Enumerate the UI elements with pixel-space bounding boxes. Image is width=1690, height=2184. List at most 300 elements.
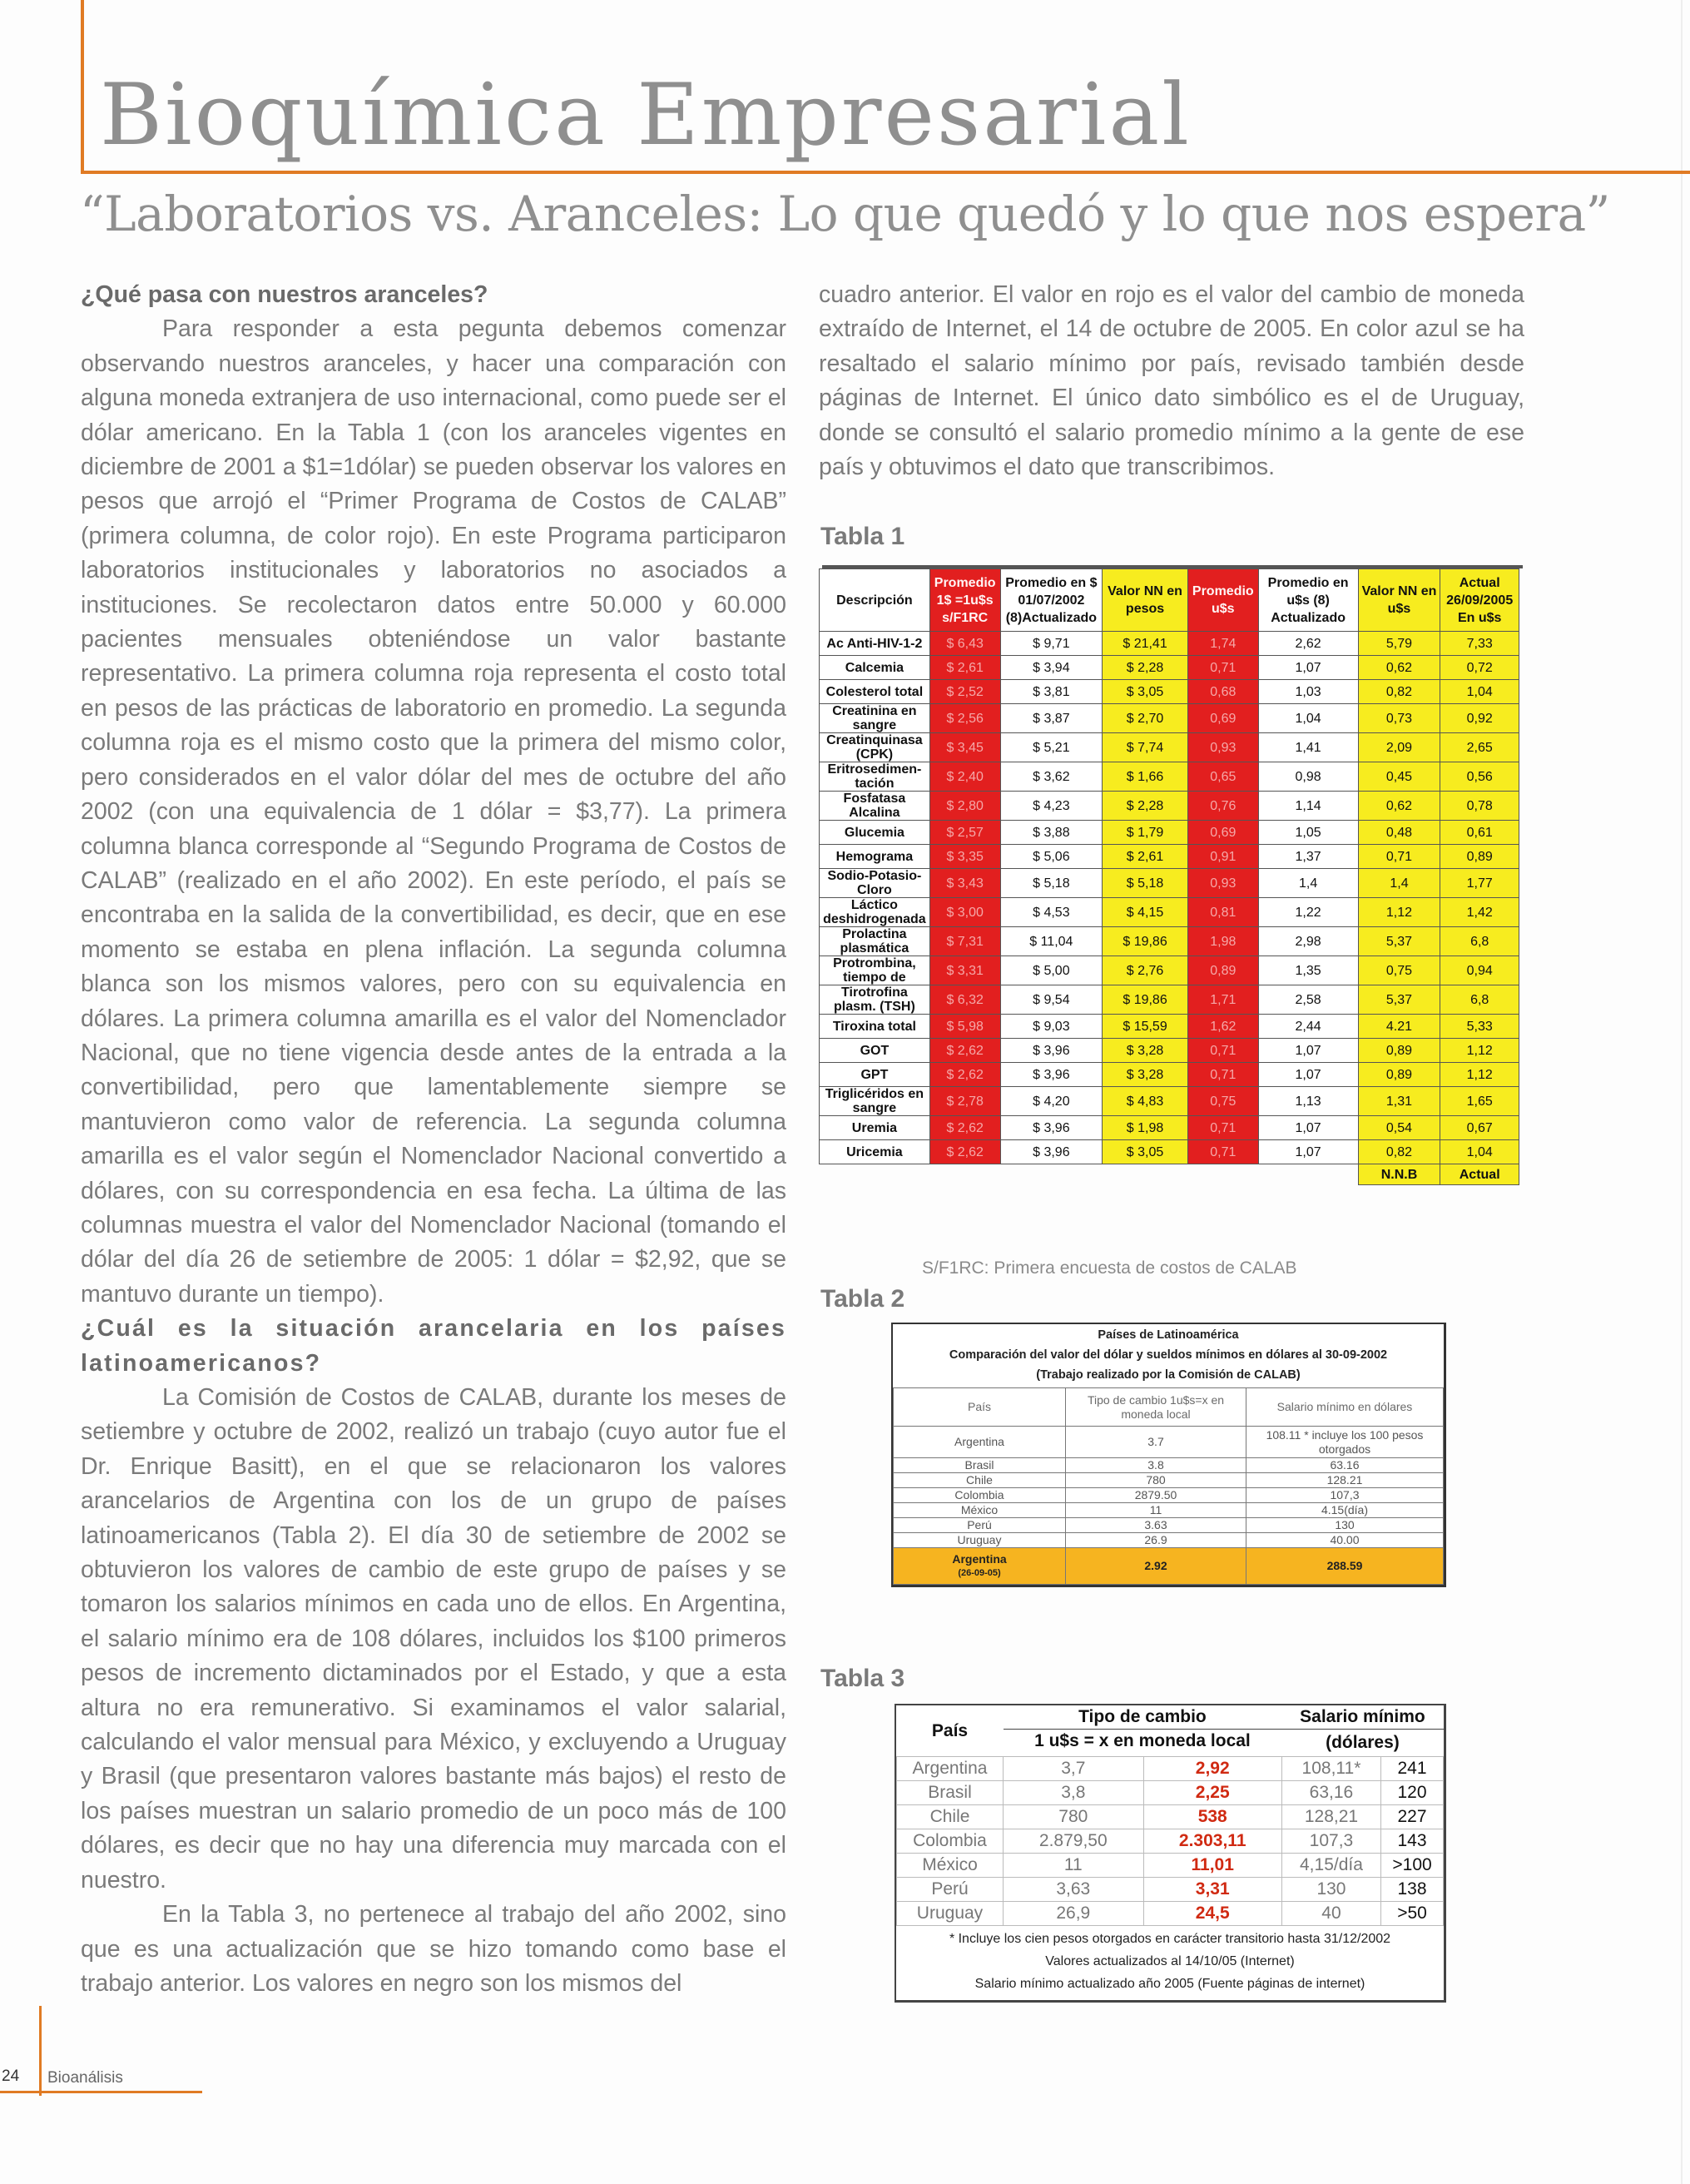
table-cell: 1,77 (1440, 869, 1519, 898)
table-cell: $ 2,78 (929, 1087, 1000, 1116)
table-cell: México (897, 1854, 1004, 1878)
table-cell: Sodio-Potasio-Cloro (820, 869, 930, 898)
table-cell: 1,12 (1358, 898, 1440, 927)
table-cell: >50 (1381, 1902, 1444, 1926)
table-row (820, 1063, 1519, 1087)
table-cell: Colesterol total (820, 680, 930, 704)
table-cell: 1,14 (1258, 792, 1358, 821)
table-cell: 0,54 (1358, 1116, 1440, 1140)
page-number: 24 (2, 2067, 20, 2085)
table-row (820, 733, 1519, 762)
table-cell: Argentina (897, 1757, 1004, 1781)
table-cell: 227 (1381, 1805, 1444, 1829)
table-cell: Perú (894, 1518, 1066, 1533)
table-cell: $ 3,81 (1000, 680, 1103, 704)
table-cell: 0,78 (1440, 792, 1519, 821)
table-cell: $ 19,86 (1103, 927, 1188, 956)
table-row (894, 1488, 1444, 1503)
table-cell: $ 3,62 (1000, 762, 1103, 792)
table-cell: 2.879,50 (1004, 1829, 1144, 1854)
table-cell: 0,82 (1358, 1140, 1440, 1164)
table-cell: 24,5 (1143, 1902, 1281, 1926)
table-cell: 2,98 (1258, 927, 1358, 956)
table-cell: 7,33 (1440, 632, 1519, 656)
table-cell: $ 3,94 (1000, 656, 1103, 680)
table-cell: 1,12 (1440, 1039, 1519, 1063)
table-cell: 0,71 (1187, 1140, 1258, 1164)
table-2-subtitle: Comparación del valor del dólar y sueldos mínimos en dólares al 30-09-2002 (949, 1348, 1388, 1362)
table-cell: $ 2,56 (929, 704, 1000, 733)
table-cell: 1,07 (1258, 1039, 1358, 1063)
table-row (897, 1829, 1444, 1854)
table-row (820, 632, 1519, 656)
highlight-rate: 2.92 (1066, 1548, 1246, 1585)
table-cell: 0,71 (1358, 845, 1440, 869)
footer-cell-actual: Actual (1440, 1164, 1519, 1185)
section-title: Bioquímica Empresarial (100, 66, 1192, 165)
table-cell: 2,25 (1143, 1781, 1281, 1805)
header-cell: Actual 26/09/2005 En u$s (1440, 569, 1519, 632)
table-cell: 0,89 (1440, 845, 1519, 869)
table-cell: $ 5,00 (1000, 956, 1103, 985)
table-cell: $ 4,53 (1000, 898, 1103, 927)
table-cell: 130 (1246, 1518, 1444, 1533)
table-cell: 11 (1004, 1854, 1144, 1878)
table-cell: 1,62 (1187, 1015, 1258, 1039)
table-cell: 0,89 (1187, 956, 1258, 985)
table-2-title: Países de Latinoamérica (1098, 1328, 1239, 1342)
table-cell: 108.11 * incluye los 100 pesos otorgados (1246, 1427, 1444, 1458)
table-row (820, 656, 1519, 680)
table-cell: 1,31 (1358, 1087, 1440, 1116)
header-cell: Valor NN en pesos (1103, 569, 1188, 632)
table-cell: 0,82 (1358, 680, 1440, 704)
table-cell: Perú (897, 1878, 1004, 1902)
table-cell: 0,89 (1358, 1063, 1440, 1087)
table-cell: $ 3,05 (1103, 1140, 1188, 1164)
table-cell: 0,76 (1187, 792, 1258, 821)
table-cell: $ 4,83 (1103, 1087, 1188, 1116)
header-cell: Promedio u$s (1187, 569, 1258, 632)
table-2-highlight-row (894, 1548, 1444, 1585)
table-cell: $ 2,57 (929, 821, 1000, 845)
table-1 (819, 568, 1522, 1251)
table-cell: 1,13 (1258, 1087, 1358, 1116)
table-cell: $ 3,96 (1000, 1039, 1103, 1063)
table-row (820, 792, 1519, 821)
table-cell: Colombia (894, 1488, 1066, 1503)
table-cell: Protrombina, tiempo de (820, 956, 930, 985)
header-tipo-sub: 1 u$s = x en moneda local (1034, 1731, 1251, 1750)
table-cell: 1,04 (1440, 1140, 1519, 1164)
table-cell: Prolactina plasmática (820, 927, 930, 956)
note-2: Valores actualizados al 14/10/05 (Internet) (1045, 1954, 1295, 1968)
table-row (897, 1878, 1444, 1902)
table-row (894, 1427, 1444, 1458)
table-cell: 3,8 (1004, 1781, 1144, 1805)
table-cell: $ 1,66 (1103, 762, 1188, 792)
table-cell: 0,69 (1187, 821, 1258, 845)
table-cell: $ 9,54 (1000, 985, 1103, 1015)
table-cell: $ 3,43 (929, 869, 1000, 898)
table-cell: 1,12 (1440, 1063, 1519, 1087)
table-1-grid (819, 568, 1519, 1185)
table-row (820, 845, 1519, 869)
table-cell: 1,41 (1258, 733, 1358, 762)
table-cell: 0,71 (1187, 1063, 1258, 1087)
table-cell: $ 5,06 (1000, 845, 1103, 869)
table-cell: México (894, 1503, 1066, 1518)
table-row (820, 1116, 1519, 1140)
table-cell: $ 3,45 (929, 733, 1000, 762)
footer-vertical-rule (39, 2006, 42, 2096)
table-cell: 1,07 (1258, 1140, 1358, 1164)
table-row (894, 1518, 1444, 1533)
table-cell: 130 (1281, 1878, 1380, 1902)
table-cell: 26.9 (1066, 1533, 1246, 1548)
table-cell: $ 5,18 (1103, 869, 1188, 898)
table-cell: Tirotrofina plasm. (TSH) (820, 985, 930, 1015)
table-cell: $ 19,86 (1103, 985, 1188, 1015)
table-cell: 1,74 (1187, 632, 1258, 656)
table-cell: 40 (1281, 1902, 1380, 1926)
table-cell: 40.00 (1246, 1533, 1444, 1548)
table-cell: 0,75 (1187, 1087, 1258, 1116)
paragraph-2: La Comisión de Costos de CALAB, durante los meses de setiembre y octubre de 2002, realizó un trabajo (cuyo autor fue el Dr. Enrique Basitt), en el que se relacionaron los valores arancelarios de Argentina con los de un grupo de países latinoamericanos (Tabla 2). El día 30 de setiembre de 2002 se obtuvieron los valores de cambio de este grupo de países y se tomaron los salarios mínimos en cada uno de ellos. En Argentina, el salario mínimo era de 108 dólares, incluidos los $100 primeros pesos de incremento dictaminados por el Estado, y que a esta altura no era remunerativo. Si examinamos el valor salarial, calculando el valor mensual para México, y excluyendo a Uruguay y Brasil (que presentaron valores bastante más bajos) el resto de los países muestran un salario promedio de un poco más de 100 dólares, es decir que no hay una diferencia muy marcada con el nuestro. (81, 1384, 786, 1894)
table-cell: $ 3,00 (929, 898, 1000, 927)
table-cell: >100 (1381, 1854, 1444, 1878)
table-cell: $ 3,28 (1103, 1039, 1188, 1063)
header-cell: País (894, 1388, 1066, 1427)
table-row (820, 898, 1519, 927)
table-row (897, 1781, 1444, 1805)
table-cell: 11,01 (1143, 1854, 1281, 1878)
table-cell: Triglicéridos en sangre (820, 1087, 930, 1116)
table-cell: 0,93 (1187, 869, 1258, 898)
table-cell: 780 (1004, 1805, 1144, 1829)
table-1-label: Tabla 1 (820, 523, 905, 550)
table-cell: 1,04 (1258, 704, 1358, 733)
table-cell: $ 1,79 (1103, 821, 1188, 845)
table-cell: $ 3,31 (929, 956, 1000, 985)
table-row (820, 821, 1519, 845)
table-cell: 241 (1381, 1757, 1444, 1781)
table-cell: $ 3,96 (1000, 1116, 1103, 1140)
table-cell: 1,04 (1440, 680, 1519, 704)
table-cell: 0,69 (1187, 704, 1258, 733)
left-column (81, 278, 786, 2001)
table-2 (891, 1323, 1446, 1587)
table-cell: Uruguay (897, 1902, 1004, 1926)
table-cell: 128,21 (1281, 1805, 1380, 1829)
table-cell: $ 9,03 (1000, 1015, 1103, 1039)
table-cell: $ 3,96 (1000, 1140, 1103, 1164)
table-cell: 1,05 (1258, 821, 1358, 845)
table-cell: 538 (1143, 1805, 1281, 1829)
table-cell: 5,33 (1440, 1015, 1519, 1039)
footer-cell-nnb: N.N.B (1358, 1164, 1440, 1185)
table-cell: $ 2,28 (1103, 792, 1188, 821)
table-cell: $ 1,98 (1103, 1116, 1188, 1140)
table-cell: $ 3,28 (1103, 1063, 1188, 1087)
table-cell: 2,58 (1258, 985, 1358, 1015)
table-cell: 3.8 (1066, 1458, 1246, 1473)
table-cell: 5,37 (1358, 927, 1440, 956)
table-cell: $ 2,62 (929, 1063, 1000, 1087)
heading-situacion: ¿Cuál es la situación arancelaria en los países latinoamericanos? (81, 1315, 786, 1377)
table-cell: $ 7,31 (929, 927, 1000, 956)
table-cell: $ 11,04 (1000, 927, 1103, 956)
table-cell: Calcemia (820, 656, 930, 680)
table-cell: 0,93 (1187, 733, 1258, 762)
table-row (897, 1902, 1444, 1926)
paragraph-1: Para responder a esta pegunta debemos comenzar observando nuestros aranceles, y hacer una comparación con alguna moneda extranjera de uso internacional, como puede ser el dólar americano. En la Tabla 1 (con los aranceles vigentes en diciembre de 2001 a $1=1dólar) se pueden observar los valores en pesos que arrojó el “Primer Programa de Costos de CALAB” (primera columna, de color rojo). En este Programa participaron laboratorios institucionales y laboratorios no asociados a instituciones. Se recolectaron datos entre 50.000 y 60.000 pacientes mensuales obteniéndose un valor bastante representativo. La primera columna roja representa el costo total en pesos de las prácticas de laboratorio en promedio. La segunda columna roja es el mismo costo que la primera del mismo color, pero considerados en el valor dólar del mes de octubre del año 2002 (con una equivalencia de 1 dólar = $3,77). La primera columna blanca corresponde al “Segundo Programa de Costos de CALAB” (realizado en el año 2002). En este período, el país se encontraba en la salida de la convertibilidad, es decir, que en ese momento se estaba en plena inflación. La segunda columna blanca son los mismos valores, pero con su equivalencia en dólares. La primera columna amarilla es el valor del Nomenclador Nacional, que no tiene vigencia desde antes de la entrada a la convertibilidad, pero que lamentablemente siempre se mantuvieron como valor de referencia. La segunda columna amarilla es el valor según el Nomenclador Nacional convertido a dólares, con su correspondencia en esa fecha. La última de las columnas muestra el valor del Nomenclador Nacional (tomando el dólar del día 26 de setiembre de 2005: 1 dólar = $2,92, que se mantuvo durante un tiempo). (81, 315, 786, 1308)
table-2-note: (Trabajo realizado por la Comisión de CALAB) (1036, 1368, 1301, 1382)
table-cell: 143 (1381, 1829, 1444, 1854)
table-cell: Glucemia (820, 821, 930, 845)
table-3-grid (896, 1705, 1444, 1926)
table-cell: Eritrosedimen-tación (820, 762, 930, 792)
table-cell: 2.303,11 (1143, 1829, 1281, 1854)
table-cell: 0,71 (1187, 1039, 1258, 1063)
table-cell: Uricemia (820, 1140, 930, 1164)
table-row (897, 1757, 1444, 1781)
table-cell: 0,48 (1358, 821, 1440, 845)
table-cell: 0,71 (1187, 1116, 1258, 1140)
table-cell: 3.7 (1066, 1427, 1246, 1458)
table-cell: $ 2,80 (929, 792, 1000, 821)
table-cell: $ 2,62 (929, 1140, 1000, 1164)
publication-name: Bioanálisis (47, 2069, 123, 2087)
table-cell: $ 5,98 (929, 1015, 1000, 1039)
header-salario: Salario mínimo (1281, 1705, 1443, 1730)
table-cell: $ 3,05 (1103, 680, 1188, 704)
table-cell: 3,7 (1004, 1757, 1144, 1781)
table-cell: $ 3,35 (929, 845, 1000, 869)
table-cell: 1,22 (1258, 898, 1358, 927)
header-cell: Valor NN en u$s (1358, 569, 1440, 632)
table-cell: 0,62 (1358, 656, 1440, 680)
table-cell: 0,71 (1187, 656, 1258, 680)
table-row (820, 1015, 1519, 1039)
right-column (819, 278, 1524, 484)
table-cell: 0,62 (1358, 792, 1440, 821)
table-cell: $ 2,62 (929, 1116, 1000, 1140)
table-row (820, 985, 1519, 1015)
table-cell: 780 (1066, 1473, 1246, 1488)
table-cell: $ 3,96 (1000, 1063, 1103, 1087)
table-1-header-row (820, 569, 1519, 632)
table-cell: 4,15/día (1281, 1854, 1380, 1878)
table-cell: $ 2,62 (929, 1039, 1000, 1063)
table-1-footer-row (820, 1164, 1519, 1185)
table-row (894, 1533, 1444, 1548)
table-cell: 1,35 (1258, 956, 1358, 985)
table-cell: 2,65 (1440, 733, 1519, 762)
table-cell: $ 21,41 (1103, 632, 1188, 656)
table-row (820, 680, 1519, 704)
table-cell: 4.15(día) (1246, 1503, 1444, 1518)
table-cell: 0,61 (1440, 821, 1519, 845)
highlight-salary: 288.59 (1246, 1548, 1444, 1585)
table-cell: $ 4,20 (1000, 1087, 1103, 1116)
table-cell: 107,3 (1246, 1488, 1444, 1503)
table-cell: $ 3,87 (1000, 704, 1103, 733)
header-cell: Promedio en $ 01/07/2002 (8)Actualizado (1000, 569, 1103, 632)
page-edge (1681, 0, 1683, 2184)
table-cell: 0,75 (1358, 956, 1440, 985)
header-cell: Salario mínimo en dólares (1246, 1388, 1444, 1427)
table-cell: 107,3 (1281, 1829, 1380, 1854)
paragraph-3: En la Tabla 3, no pertenece al trabajo del año 2002, sino que es una actualización que se hizo tomando como base el trabajo anterior. Los valores en negro son los mismos del (81, 1901, 786, 1997)
table-cell: $ 2,70 (1103, 704, 1188, 733)
table-row (820, 869, 1519, 898)
table-cell: 2879.50 (1066, 1488, 1246, 1503)
table-row (820, 762, 1519, 792)
footer-spacer (820, 1164, 1359, 1185)
table-cell: $ 5,21 (1000, 733, 1103, 762)
table-1-top-border (822, 565, 1523, 568)
table-cell: 1,03 (1258, 680, 1358, 704)
header-salario-sub: (dólares) (1326, 1733, 1400, 1752)
header-pais: País (931, 1720, 969, 1740)
table-cell: 120 (1381, 1781, 1444, 1805)
table-cell: Chile (897, 1805, 1004, 1829)
table-cell: Chile (894, 1473, 1066, 1488)
table-cell: 1,07 (1258, 1063, 1358, 1087)
table-cell: $ 2,76 (1103, 956, 1188, 985)
highlight-country-name: Argentina (952, 1551, 1007, 1566)
table-cell: 26,9 (1004, 1902, 1144, 1926)
table-cell: 0,91 (1187, 845, 1258, 869)
note-3: Salario mínimo actualizado año 2005 (Fuente páginas de internet) (974, 1977, 1365, 1991)
table-cell: Hemograma (820, 845, 930, 869)
table-1-caption: S/F1RC: Primera encuesta de costos de CALAB (922, 1258, 1297, 1278)
table-row (897, 1854, 1444, 1878)
table-3-header-row (897, 1705, 1444, 1730)
table-cell: $ 9,71 (1000, 632, 1103, 656)
table-cell: $ 6,43 (929, 632, 1000, 656)
table-cell: 2,92 (1143, 1757, 1281, 1781)
table-cell: 0,65 (1187, 762, 1258, 792)
table-cell: $ 2,61 (1103, 845, 1188, 869)
table-cell: $ 2,40 (929, 762, 1000, 792)
table-cell: GOT (820, 1039, 930, 1063)
table-cell: 1,4 (1258, 869, 1358, 898)
header-horizontal-rule (81, 171, 1690, 174)
footer-horizontal-rule (0, 2091, 202, 2093)
article-title: “Laboratorios vs. Aranceles: Lo que quedó y lo que nos espera” (80, 186, 1610, 242)
table-cell: 3.63 (1066, 1518, 1246, 1533)
table-cell: 0,73 (1358, 704, 1440, 733)
table-cell: 6,8 (1440, 985, 1519, 1015)
table-2-grid (893, 1387, 1444, 1585)
table-cell: Brasil (894, 1458, 1066, 1473)
table-cell: 5,37 (1358, 985, 1440, 1015)
table-cell: 0,92 (1440, 704, 1519, 733)
table-cell: GPT (820, 1063, 930, 1087)
table-cell: 0,72 (1440, 656, 1519, 680)
table-3-label: Tabla 3 (820, 1665, 905, 1692)
table-cell: 1,98 (1187, 927, 1258, 956)
table-cell: 128.21 (1246, 1473, 1444, 1488)
table-cell: 1,07 (1258, 1116, 1358, 1140)
table-cell: Creatinquinasa (CPK) (820, 733, 930, 762)
table-cell: 11 (1066, 1503, 1246, 1518)
table-cell: Argentina (894, 1427, 1066, 1458)
table-cell: 1,42 (1440, 898, 1519, 927)
table-cell: 3,31 (1143, 1878, 1281, 1902)
table-cell: Ac Anti-HIV-1-2 (820, 632, 930, 656)
header-tipo: Tipo de cambio (1004, 1705, 1282, 1730)
table-cell: 0,98 (1258, 762, 1358, 792)
table-cell: 1,4 (1358, 869, 1440, 898)
table-cell: Tiroxina total (820, 1015, 930, 1039)
table-cell: 0,81 (1187, 898, 1258, 927)
header-vertical-rule (81, 0, 84, 172)
table-cell: 108,11* (1281, 1757, 1380, 1781)
table-cell: $ 2,61 (929, 656, 1000, 680)
table-row (820, 1087, 1519, 1116)
table-2-header-row (894, 1388, 1444, 1427)
table-3-body (897, 1757, 1444, 1926)
table-row (820, 927, 1519, 956)
table-3 (895, 1704, 1446, 2003)
table-cell: $ 4,23 (1000, 792, 1103, 821)
table-row (820, 1140, 1519, 1164)
table-row (897, 1805, 1444, 1829)
header-cell: Descripción (820, 569, 930, 632)
table-cell: 138 (1381, 1878, 1444, 1902)
table-cell: 63.16 (1246, 1458, 1444, 1473)
table-2-body (894, 1427, 1444, 1548)
paragraph-4: cuadro anterior. El valor en rojo es el valor del cambio de moneda extraído de Internet, el 14 de octubre de 2005. En color azul se ha resaltado el salario mínimo por país, revisado también desde páginas de Internet. El único dato simbólico es el de Uruguay, donde se consultó el salario promedio mínimo a la gente de ese país y obtuvimos el dato que transcribimos. (819, 281, 1524, 481)
table-cell: 0,67 (1440, 1116, 1519, 1140)
table-1-body (820, 632, 1519, 1164)
table-cell: 1,37 (1258, 845, 1358, 869)
table-cell: $ 7,74 (1103, 733, 1188, 762)
table-3-notes (896, 1926, 1444, 2000)
table-cell: $ 5,18 (1000, 869, 1103, 898)
table-cell: $ 4,15 (1103, 898, 1188, 927)
highlight-country (894, 1548, 1066, 1585)
table-cell: $ 15,59 (1103, 1015, 1188, 1039)
table-cell: 4.21 (1358, 1015, 1440, 1039)
table-cell: 0,56 (1440, 762, 1519, 792)
table-cell: $ 2,28 (1103, 656, 1188, 680)
header-cell: Tipo de cambio 1u$s=x en moneda local (1066, 1388, 1246, 1427)
table-cell: 0,94 (1440, 956, 1519, 985)
header-cell: Promedio en u$s (8) Actualizado (1258, 569, 1358, 632)
table-cell: Láctico deshidrogenada (820, 898, 930, 927)
table-cell: 63,16 (1281, 1781, 1380, 1805)
table-cell: $ 6,32 (929, 985, 1000, 1015)
table-cell: 2,44 (1258, 1015, 1358, 1039)
table-cell: Uremia (820, 1116, 930, 1140)
table-cell: 1,71 (1187, 985, 1258, 1015)
table-cell: 0,45 (1358, 762, 1440, 792)
note-1: * Incluye los cien pesos otorgados en carácter transitorio hasta 31/12/2002 (949, 1932, 1391, 1946)
table-row (894, 1503, 1444, 1518)
table-row (820, 704, 1519, 733)
table-cell: Fosfatasa Alcalina (820, 792, 930, 821)
table-row (894, 1458, 1444, 1473)
heading-aranceles: ¿Qué pasa con nuestros aranceles? (81, 281, 488, 308)
highlight-date: (26-09-05) (958, 1567, 1001, 1578)
table-cell: 0,68 (1187, 680, 1258, 704)
table-row (894, 1473, 1444, 1488)
table-row (820, 956, 1519, 985)
